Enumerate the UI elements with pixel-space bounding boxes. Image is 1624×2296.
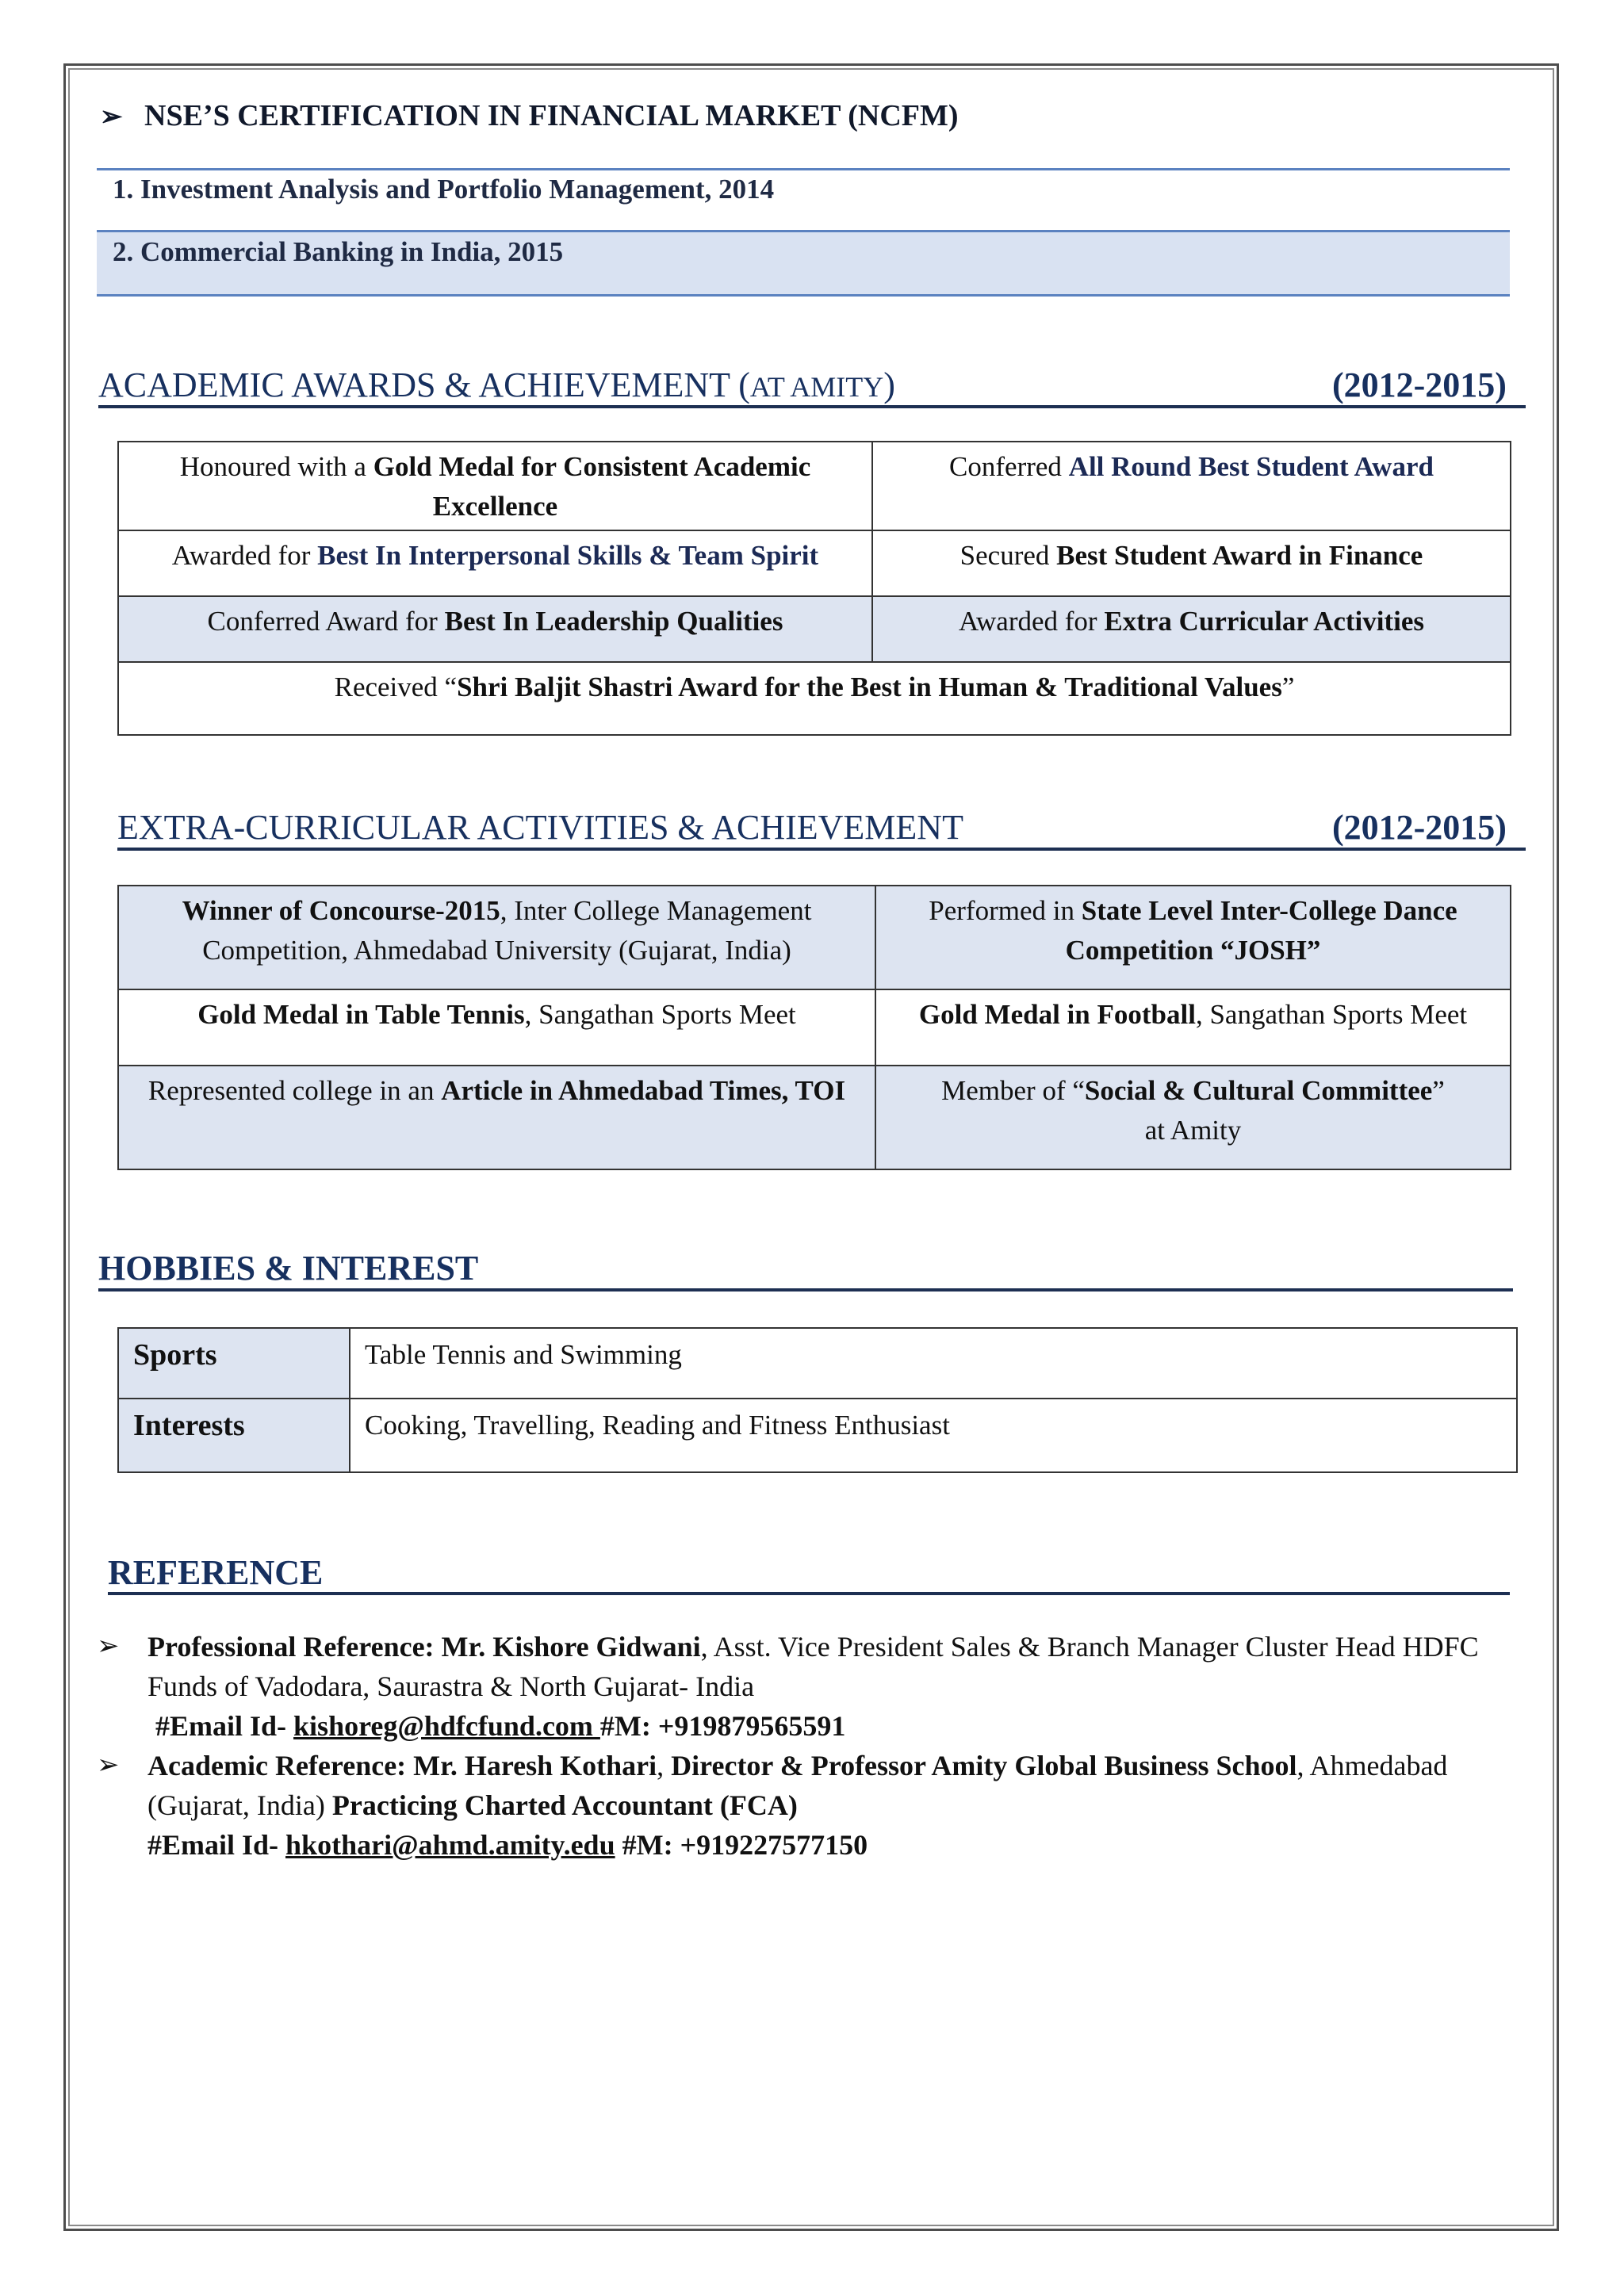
hobby-value: Cooking, Travelling, Reading and Fitness Enthusiast xyxy=(350,1399,1517,1472)
section-rule xyxy=(117,848,1526,851)
extra-years: (2012-2015) xyxy=(1332,808,1507,847)
award-cell: Awarded for Extra Curricular Activities xyxy=(872,596,1511,662)
reference-academic: ➢ Academic Reference: Mr. Haresh Kothari, Director & Professor Amity Global Business School, Ahmedabad (Gujarat, India) Practicing Charted Accountant (FCA) #Email Id- hkothari@ahmd.amity.edu #M: +919227577150 xyxy=(97,1746,1524,1865)
awards-heading: ACADEMIC AWARDS & ACHIEVEMENT (AT AMITY) xyxy=(98,365,895,404)
reference-professional: ➢ Professional Reference: Mr. Kishore Gidwani, Asst. Vice President Sales & Branch Manager Cluster Head HDFC Funds of Vadodara, Saurastra & North Gujarat- India #Email Id- kishoreg@hdfcfund.com #M: +919879565591 xyxy=(97,1627,1524,1746)
award-cell: Conferred All Round Best Student Award xyxy=(872,442,1511,530)
reference-heading: REFERENCE xyxy=(108,1553,324,1592)
arrow-bullet-icon: ➢ xyxy=(97,1632,120,1661)
hobbies-table xyxy=(117,1327,1518,1473)
hobbies-heading: HOBBIES & INTEREST xyxy=(98,1249,479,1288)
extra-cell: Gold Medal in Football, Sangathan Sports Meet xyxy=(875,989,1511,1066)
extra-cell: Member of “Social & Cultural Committee” at Amity xyxy=(875,1066,1511,1169)
extra-heading: EXTRA-CURRICULAR ACTIVITIES & ACHIEVEMENT xyxy=(117,808,963,847)
email-link[interactable]: kishoreg@hdfcfund.com xyxy=(293,1710,600,1742)
award-cell: Honoured with a Gold Medal for Consistent Academic Excellence xyxy=(118,442,872,530)
cert-item: 1. Investment Analysis and Portfolio Management, 2014 xyxy=(113,174,775,205)
extra-cell: Performed in State Level Inter-College Dance Competition “JOSH” xyxy=(875,886,1511,989)
extra-cell: Winner of Concourse-2015, Inter College Management Competition, Ahmedabad University (Gujarat, India) xyxy=(118,886,875,989)
extra-table xyxy=(117,885,1511,1170)
ncfm-heading xyxy=(100,98,959,133)
section-rule xyxy=(98,1288,1513,1292)
arrow-bullet-icon: ➢ xyxy=(100,102,123,132)
email-link[interactable]: hkothari@ahmd.amity.edu xyxy=(285,1829,615,1861)
section-rule xyxy=(108,1592,1510,1595)
hobby-label: Sports xyxy=(118,1328,350,1399)
hobby-label: Interests xyxy=(118,1399,350,1472)
extra-cell: Gold Medal in Table Tennis, Sangathan Sports Meet xyxy=(118,989,875,1066)
award-cell: Awarded for Best In Interpersonal Skills & Team Spirit xyxy=(118,530,872,596)
award-cell: Conferred Award for Best In Leadership Qualities xyxy=(118,596,872,662)
award-cell-wide: Received “Shri Baljit Shastri Award for the Best in Human & Traditional Values” xyxy=(118,662,1511,735)
ncfm-heading-text: NSE’S CERTIFICATION IN FINANCIAL MARKET (NCFM) xyxy=(144,99,959,132)
hobby-value: Table Tennis and Swimming xyxy=(350,1328,1517,1399)
award-cell: Secured Best Student Award in Finance xyxy=(872,530,1511,596)
arrow-bullet-icon: ➢ xyxy=(97,1751,120,1780)
section-rule xyxy=(98,405,1526,408)
divider xyxy=(97,168,1510,170)
awards-years: (2012-2015) xyxy=(1332,365,1507,404)
cert-item: 2. Commercial Banking in India, 2015 xyxy=(97,232,1510,294)
awards-table xyxy=(117,441,1511,736)
extra-cell: Represented college in an Article in Ahmedabad Times, TOI xyxy=(118,1066,875,1169)
divider xyxy=(97,294,1510,297)
